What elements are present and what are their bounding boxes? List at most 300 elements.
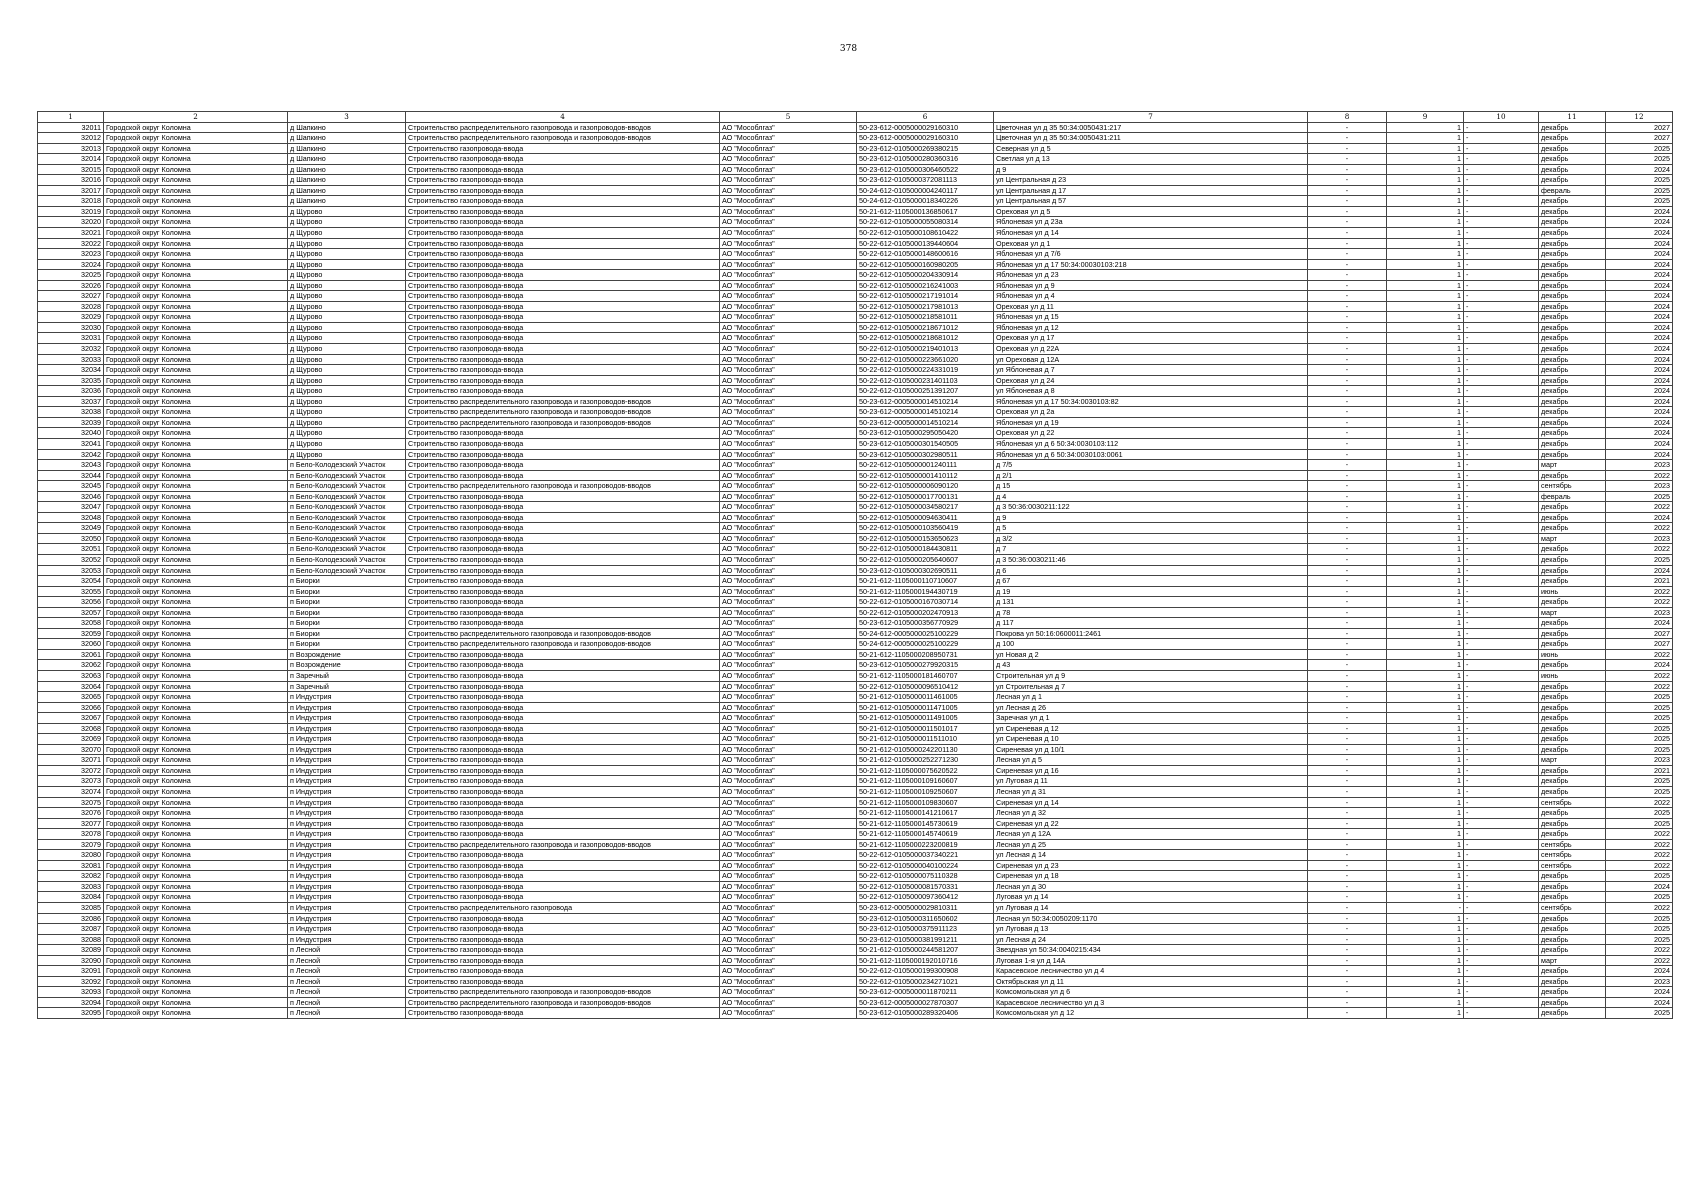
address-cell: Яблоневая ул д 23 (994, 270, 1308, 281)
municipality-cell: Городской округ Коломна (104, 554, 288, 565)
application-number-cell: 50-22-612-0105000075110328 (857, 871, 994, 882)
col10-cell: - (1464, 639, 1539, 650)
organization-cell: АО "Мособлгаз" (720, 523, 857, 534)
municipality-cell: Городской округ Коломна (104, 417, 288, 428)
col8-cell: - (1308, 460, 1387, 471)
organization-cell: АО "Мособлгаз" (720, 291, 857, 302)
organization-cell: АО "Мособлгаз" (720, 333, 857, 344)
municipality-cell: Городской округ Коломна (104, 322, 288, 333)
work-type-cell: Строительство газопровода-ввода (406, 354, 720, 365)
work-type-cell: Строительство газопровода-ввода (406, 860, 720, 871)
application-number-cell: 50-22-612-0105000199300908 (857, 966, 994, 977)
count-cell: 1 (1387, 808, 1464, 819)
table-row (38, 892, 1673, 903)
year-cell: 2025 (1606, 808, 1673, 819)
year-cell: 2025 (1606, 154, 1673, 165)
table-row (38, 438, 1673, 449)
table-row (38, 787, 1673, 798)
address-cell: Лесная ул д 31 (994, 787, 1308, 798)
organization-cell: АО "Мособлгаз" (720, 133, 857, 144)
organization-cell: АО "Мособлгаз" (720, 460, 857, 471)
month-cell: март (1539, 533, 1606, 544)
organization-cell: АО "Мособлгаз" (720, 787, 857, 798)
settlement-cell: д Шапкино (288, 196, 406, 207)
col10-cell: - (1464, 607, 1539, 618)
col10-cell: - (1464, 143, 1539, 154)
work-type-cell: Строительство газопровода-ввода (406, 185, 720, 196)
application-number-cell: 50-22-612-0105000205640607 (857, 554, 994, 565)
col8-cell: - (1308, 713, 1387, 724)
year-cell: 2025 (1606, 934, 1673, 945)
municipality-cell: Городской округ Коломна (104, 206, 288, 217)
count-cell: 1 (1387, 628, 1464, 639)
settlement-cell: п Биорки (288, 597, 406, 608)
address-cell: ул Сиреневая д 12 (994, 723, 1308, 734)
col10-cell: - (1464, 597, 1539, 608)
col10-cell: - (1464, 238, 1539, 249)
col8-cell: - (1308, 154, 1387, 165)
month-cell: декабрь (1539, 997, 1606, 1008)
organization-cell: АО "Мособлгаз" (720, 143, 857, 154)
work-type-cell: Строительство распределительного газопровода и газопроводов-вводов (406, 997, 720, 1008)
settlement-cell: д Щурово (288, 238, 406, 249)
organization-cell: АО "Мособлгаз" (720, 987, 857, 998)
col10-cell: - (1464, 175, 1539, 186)
table-row (38, 903, 1673, 914)
organization-cell: АО "Мособлгаз" (720, 586, 857, 597)
work-type-cell: Строительство газопровода-ввода (406, 470, 720, 481)
col8-cell: - (1308, 301, 1387, 312)
col8-cell: - (1308, 238, 1387, 249)
row-number-cell: 32066 (38, 702, 104, 713)
row-number-cell: 32049 (38, 523, 104, 534)
table-row (38, 544, 1673, 555)
application-number-cell: 50-23-612-0105000381991211 (857, 934, 994, 945)
col10-cell: - (1464, 280, 1539, 291)
settlement-cell: п Возрождение (288, 660, 406, 671)
settlement-cell: д Щурово (288, 344, 406, 355)
settlement-cell: п Лесной (288, 987, 406, 998)
year-cell: 2025 (1606, 818, 1673, 829)
settlement-cell: п Индустрия (288, 892, 406, 903)
month-cell: март (1539, 755, 1606, 766)
organization-cell: АО "Мособлгаз" (720, 301, 857, 312)
registry-table (37, 111, 1673, 1019)
work-type-cell: Строительство газопровода-ввода (406, 881, 720, 892)
count-cell: 1 (1387, 143, 1464, 154)
row-number-cell: 32016 (38, 175, 104, 186)
organization-cell: АО "Мособлгаз" (720, 375, 857, 386)
col10-cell: - (1464, 470, 1539, 481)
work-type-cell: Строительство газопровода-ввода (406, 924, 720, 935)
application-number-cell: 50-23-612-0105000372081113 (857, 175, 994, 186)
month-cell: декабрь (1539, 597, 1606, 608)
application-number-cell: 50-23-612-0005000029160310 (857, 122, 994, 133)
year-cell: 2024 (1606, 565, 1673, 576)
settlement-cell: п Бело-Колодезский Участок (288, 523, 406, 534)
month-cell: декабрь (1539, 217, 1606, 228)
col10-cell: - (1464, 860, 1539, 871)
row-number-cell: 32055 (38, 586, 104, 597)
row-number-cell: 32084 (38, 892, 104, 903)
address-cell: Ореховая ул д 2а (994, 407, 1308, 418)
municipality-cell: Городской округ Коломна (104, 765, 288, 776)
row-number-cell: 32037 (38, 396, 104, 407)
settlement-cell: п Лесной (288, 945, 406, 956)
col10-cell: - (1464, 576, 1539, 587)
municipality-cell: Городской округ Коломна (104, 987, 288, 998)
count-cell: 1 (1387, 955, 1464, 966)
col8-cell: - (1308, 744, 1387, 755)
col8-cell: - (1308, 481, 1387, 492)
col8-cell: - (1308, 386, 1387, 397)
count-cell: 1 (1387, 850, 1464, 861)
address-cell: ул Центральная д 23 (994, 175, 1308, 186)
month-cell: декабрь (1539, 544, 1606, 555)
row-number-cell: 32093 (38, 987, 104, 998)
application-number-cell: 50-23-612-0105000279920315 (857, 660, 994, 671)
address-cell: Ореховая ул д 5 (994, 206, 1308, 217)
table-row (38, 333, 1673, 344)
count-cell: 1 (1387, 607, 1464, 618)
month-cell: декабрь (1539, 565, 1606, 576)
count-cell: 1 (1387, 354, 1464, 365)
year-cell: 2024 (1606, 344, 1673, 355)
count-cell: 1 (1387, 565, 1464, 576)
year-cell: 2022 (1606, 903, 1673, 914)
application-number-cell: 50-23-612-0005000029810311 (857, 903, 994, 914)
organization-cell: АО "Мособлгаз" (720, 196, 857, 207)
count-cell: 1 (1387, 934, 1464, 945)
count-cell: 1 (1387, 576, 1464, 587)
count-cell: 1 (1387, 365, 1464, 376)
year-cell: 2025 (1606, 185, 1673, 196)
month-cell: сентябрь (1539, 903, 1606, 914)
table-row (38, 185, 1673, 196)
col8-cell: - (1308, 175, 1387, 186)
municipality-cell: Городской округ Коломна (104, 270, 288, 281)
registry-table-wrapper (37, 111, 1673, 1019)
col8-cell: - (1308, 860, 1387, 871)
settlement-cell: п Индустрия (288, 924, 406, 935)
organization-cell: АО "Мособлгаз" (720, 449, 857, 460)
settlement-cell: п Индустрия (288, 734, 406, 745)
year-cell: 2024 (1606, 280, 1673, 291)
application-number-cell: 50-22-612-0105000234271021 (857, 976, 994, 987)
col8-cell: - (1308, 428, 1387, 439)
year-cell: 2025 (1606, 554, 1673, 565)
year-cell: 2025 (1606, 913, 1673, 924)
col10-cell: - (1464, 797, 1539, 808)
application-number-cell: 50-22-612-0105000251391207 (857, 386, 994, 397)
table-row (38, 797, 1673, 808)
col8-cell: - (1308, 280, 1387, 291)
table-row (38, 702, 1673, 713)
settlement-cell: п Индустрия (288, 797, 406, 808)
settlement-cell: д Щурово (288, 217, 406, 228)
count-cell: 1 (1387, 502, 1464, 513)
count-cell: 1 (1387, 776, 1464, 787)
municipality-cell: Городской округ Коломна (104, 375, 288, 386)
month-cell: декабрь (1539, 417, 1606, 428)
col10-cell: - (1464, 871, 1539, 882)
application-number-cell: 50-21-612-0105000252271230 (857, 755, 994, 766)
organization-cell: АО "Мособлгаз" (720, 649, 857, 660)
work-type-cell: Строительство газопровода-ввода (406, 744, 720, 755)
settlement-cell: п Лесной (288, 955, 406, 966)
work-type-cell: Строительство газопровода-ввода (406, 713, 720, 724)
table-row (38, 966, 1673, 977)
month-cell: декабрь (1539, 628, 1606, 639)
year-cell: 2023 (1606, 460, 1673, 471)
col8-cell: - (1308, 913, 1387, 924)
month-cell: декабрь (1539, 808, 1606, 819)
municipality-cell: Городской округ Коломна (104, 839, 288, 850)
year-cell: 2024 (1606, 618, 1673, 629)
month-cell: декабрь (1539, 829, 1606, 840)
address-cell: д 4 (994, 491, 1308, 502)
table-row (38, 618, 1673, 629)
year-cell: 2025 (1606, 692, 1673, 703)
year-cell: 2024 (1606, 365, 1673, 376)
application-number-cell: 50-23-612-0105000302690511 (857, 565, 994, 576)
month-cell: декабрь (1539, 438, 1606, 449)
organization-cell: АО "Мособлгаз" (720, 491, 857, 502)
work-type-cell: Строительство газопровода-ввода (406, 765, 720, 776)
year-cell: 2022 (1606, 544, 1673, 555)
count-cell: 1 (1387, 333, 1464, 344)
organization-cell: АО "Мособлгаз" (720, 860, 857, 871)
municipality-cell: Городской округ Коломна (104, 649, 288, 660)
month-cell: март (1539, 607, 1606, 618)
col10-cell: - (1464, 217, 1539, 228)
col10-cell: - (1464, 997, 1539, 1008)
work-type-cell: Строительство газопровода-ввода (406, 892, 720, 903)
work-type-cell: Строительство распределительного газопровода и газопроводов-вводов (406, 987, 720, 998)
column-header: 8 (1308, 112, 1387, 123)
municipality-cell: Городской округ Коломна (104, 576, 288, 587)
application-number-cell: 50-22-612-0105000006090120 (857, 481, 994, 492)
year-cell: 2021 (1606, 765, 1673, 776)
count-cell: 1 (1387, 481, 1464, 492)
count-cell: 1 (1387, 259, 1464, 270)
month-cell: июнь (1539, 649, 1606, 660)
organization-cell: АО "Мособлгаз" (720, 839, 857, 850)
col8-cell: - (1308, 818, 1387, 829)
column-header: 5 (720, 112, 857, 123)
table-row (38, 206, 1673, 217)
organization-cell: АО "Мособлгаз" (720, 217, 857, 228)
settlement-cell: п Заречный (288, 681, 406, 692)
col10-cell: - (1464, 702, 1539, 713)
count-cell: 1 (1387, 322, 1464, 333)
year-cell: 2024 (1606, 333, 1673, 344)
municipality-cell: Городской округ Коломна (104, 955, 288, 966)
month-cell: февраль (1539, 185, 1606, 196)
table-row (38, 154, 1673, 165)
count-cell: 1 (1387, 892, 1464, 903)
count-cell: 1 (1387, 692, 1464, 703)
application-number-cell: 50-21-612-0105000244581207 (857, 945, 994, 956)
address-cell: Покрова ул 50:16:0600011:2461 (994, 628, 1308, 639)
year-cell: 2021 (1606, 576, 1673, 587)
application-number-cell: 50-21-612-1105000194430719 (857, 586, 994, 597)
table-row (38, 122, 1673, 133)
month-cell: декабрь (1539, 133, 1606, 144)
count-cell: 1 (1387, 217, 1464, 228)
municipality-cell: Городской округ Коломна (104, 470, 288, 481)
organization-cell: АО "Мособлгаз" (720, 976, 857, 987)
address-cell: ул Луговая д 11 (994, 776, 1308, 787)
organization-cell: АО "Мособлгаз" (720, 955, 857, 966)
row-number-cell: 32059 (38, 628, 104, 639)
work-type-cell: Строительство газопровода-ввода (406, 164, 720, 175)
count-cell: 1 (1387, 829, 1464, 840)
col10-cell: - (1464, 481, 1539, 492)
work-type-cell: Строительство газопровода-ввода (406, 544, 720, 555)
work-type-cell: Строительство газопровода-ввода (406, 523, 720, 534)
count-cell: 1 (1387, 554, 1464, 565)
col10-cell: - (1464, 375, 1539, 386)
count-cell: 1 (1387, 228, 1464, 239)
row-number-cell: 32069 (38, 734, 104, 745)
municipality-cell: Городской округ Коломна (104, 597, 288, 608)
year-cell: 2024 (1606, 417, 1673, 428)
col8-cell: - (1308, 333, 1387, 344)
settlement-cell: д Щурово (288, 407, 406, 418)
col10-cell: - (1464, 512, 1539, 523)
col8-cell: - (1308, 871, 1387, 882)
month-cell: декабрь (1539, 291, 1606, 302)
work-type-cell: Строительство газопровода-ввода (406, 301, 720, 312)
municipality-cell: Городской округ Коломна (104, 881, 288, 892)
col10-cell: - (1464, 976, 1539, 987)
settlement-cell: д Щурово (288, 249, 406, 260)
work-type-cell: Строительство газопровода-ввода (406, 871, 720, 882)
year-cell: 2022 (1606, 945, 1673, 956)
table-header (38, 112, 1673, 123)
work-type-cell: Строительство распределительного газопровода и газопроводов-вводов (406, 122, 720, 133)
settlement-cell: д Щурово (288, 291, 406, 302)
month-cell: декабрь (1539, 924, 1606, 935)
row-number-cell: 32017 (38, 185, 104, 196)
settlement-cell: п Индустрия (288, 839, 406, 850)
table-row (38, 175, 1673, 186)
col8-cell: - (1308, 228, 1387, 239)
organization-cell: АО "Мособлгаз" (720, 776, 857, 787)
work-type-cell: Строительство газопровода-ввода (406, 228, 720, 239)
month-cell: декабрь (1539, 312, 1606, 323)
month-cell: декабрь (1539, 734, 1606, 745)
settlement-cell: д Щурово (288, 312, 406, 323)
table-row (38, 554, 1673, 565)
column-header: 1 (38, 112, 104, 123)
application-number-cell: 50-21-612-0105000011461005 (857, 692, 994, 703)
col8-cell: - (1308, 776, 1387, 787)
settlement-cell: п Бело-Колодезский Участок (288, 512, 406, 523)
settlement-cell: п Индустрия (288, 850, 406, 861)
col10-cell: - (1464, 417, 1539, 428)
col10-cell: - (1464, 544, 1539, 555)
count-cell: 1 (1387, 871, 1464, 882)
application-number-cell: 50-23-612-0105000295050420 (857, 428, 994, 439)
organization-cell: АО "Мособлгаз" (720, 249, 857, 260)
row-number-cell: 32041 (38, 438, 104, 449)
organization-cell: АО "Мособлгаз" (720, 502, 857, 513)
count-cell: 1 (1387, 428, 1464, 439)
col8-cell: - (1308, 544, 1387, 555)
settlement-cell: д Щурово (288, 396, 406, 407)
organization-cell: АО "Мособлгаз" (720, 533, 857, 544)
count-cell: 1 (1387, 344, 1464, 355)
row-number-cell: 32032 (38, 344, 104, 355)
col10-cell: - (1464, 586, 1539, 597)
table-row (38, 660, 1673, 671)
organization-cell: АО "Мособлгаз" (720, 322, 857, 333)
application-number-cell: 50-22-612-0105000139440604 (857, 238, 994, 249)
col8-cell: - (1308, 797, 1387, 808)
municipality-cell: Городской округ Коломна (104, 776, 288, 787)
work-type-cell: Строительство газопровода-ввода (406, 681, 720, 692)
address-cell: Сиреневая ул д 18 (994, 871, 1308, 882)
work-type-cell: Строительство газопровода-ввода (406, 913, 720, 924)
municipality-cell: Городской округ Коломна (104, 618, 288, 629)
settlement-cell: п Бело-Колодезский Участок (288, 460, 406, 471)
col10-cell: - (1464, 460, 1539, 471)
count-cell: 1 (1387, 301, 1464, 312)
work-type-cell: Строительство газопровода-ввода (406, 660, 720, 671)
organization-cell: АО "Мособлгаз" (720, 692, 857, 703)
col8-cell: - (1308, 512, 1387, 523)
count-cell: 1 (1387, 755, 1464, 766)
work-type-cell: Строительство газопровода-ввода (406, 291, 720, 302)
application-number-cell: 50-23-612-0105000311650602 (857, 913, 994, 924)
count-cell: 1 (1387, 765, 1464, 776)
row-number-cell: 32028 (38, 301, 104, 312)
organization-cell: АО "Мособлгаз" (720, 417, 857, 428)
work-type-cell: Строительство распределительного газопровода и газопроводов-вводов (406, 407, 720, 418)
row-number-cell: 32071 (38, 755, 104, 766)
application-number-cell: 50-22-612-0105000160980205 (857, 259, 994, 270)
month-cell: декабрь (1539, 354, 1606, 365)
municipality-cell: Городской округ Коломна (104, 829, 288, 840)
settlement-cell: д Щурово (288, 259, 406, 270)
row-number-cell: 32030 (38, 322, 104, 333)
application-number-cell: 50-22-612-0105000153650623 (857, 533, 994, 544)
work-type-cell: Строительство газопровода-ввода (406, 375, 720, 386)
col8-cell: - (1308, 681, 1387, 692)
col10-cell: - (1464, 354, 1539, 365)
address-cell: Светлая ул д 13 (994, 154, 1308, 165)
municipality-cell: Городской округ Коломна (104, 133, 288, 144)
col8-cell: - (1308, 692, 1387, 703)
organization-cell: АО "Мособлгаз" (720, 438, 857, 449)
application-number-cell: 50-23-612-0105000306460522 (857, 164, 994, 175)
month-cell: декабрь (1539, 164, 1606, 175)
application-number-cell: 50-22-612-0105000081570331 (857, 881, 994, 892)
organization-cell: АО "Мособлгаз" (720, 512, 857, 523)
application-number-cell: 50-23-612-0005000014510214 (857, 407, 994, 418)
col10-cell: - (1464, 903, 1539, 914)
address-cell: Сиреневая ул д 16 (994, 765, 1308, 776)
year-cell: 2022 (1606, 649, 1673, 660)
application-number-cell: 50-21-612-0105000011501017 (857, 723, 994, 734)
year-cell: 2025 (1606, 196, 1673, 207)
year-cell: 2024 (1606, 291, 1673, 302)
work-type-cell: Строительство газопровода-ввода (406, 554, 720, 565)
col10-cell: - (1464, 881, 1539, 892)
municipality-cell: Городской округ Коломна (104, 312, 288, 323)
